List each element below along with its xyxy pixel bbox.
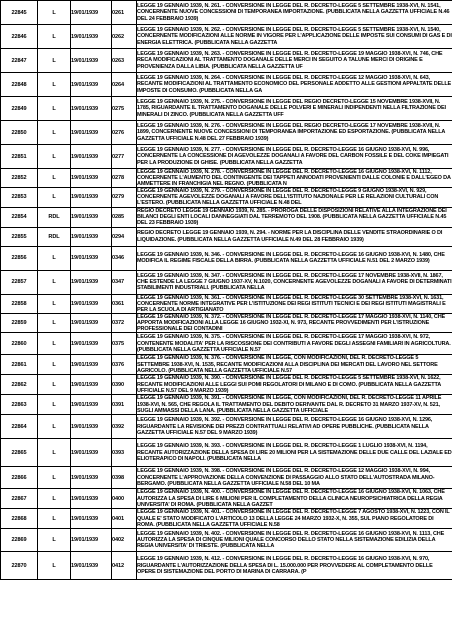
act-text-cell: LEGGE 19 GENNAIO 1939, N. 372. - CONVERSIONE IN LEGGE DEL R. DECRETO-LEGGE 17 MAGGIO 1938-XVI, N. 1140, CHE APPORTA MODIFICAZIONI ALLA LEGGE 16 GIUGNO 1932-XI, N. 973, RECANTE PROVVEDIMENTI PER L'ISTRUZIONE PROFESSIONALE DEI CONTADINI [137, 313, 452, 332]
act-date-cell: 19/01/1939 [71, 529, 112, 552]
table-row [1, 467, 452, 489]
act-type-cell: L [38, 552, 71, 580]
act-type-cell: L [38, 1, 71, 25]
act-date-cell: 19/01/1939 [71, 333, 112, 355]
act-type-cell: L [38, 509, 71, 529]
act-type-cell: L [38, 169, 71, 188]
act-type-cell: L [38, 73, 71, 97]
act-text-cell: LEGGE 19 GENNAIO 1939, N. 276. - CONVERSIONE IN LEGGE DEL REGIO DECRETO-LEGGE 17 NOVEMBRE 1938-XVII, N. 1899, CONCERNENTE NUOVE CONCESSIONI DI TEMPORANEA IMPORTAZIONE ED ESPORTAZIONE. (PUBBLICATA NELLA GAZZETTA UFFICIALE N.48 DEL 27 FEBBRAIO 1939) [137, 121, 452, 145]
act-number-cell: 22855 [1, 227, 38, 246]
act-type-cell: RDL [38, 207, 71, 227]
act-number-cell: 22847 [1, 49, 38, 73]
act-page-cell: 0376 [112, 355, 137, 375]
table-row [1, 415, 452, 439]
act-number-cell: 22854 [1, 207, 38, 227]
act-page-cell: 0398 [112, 467, 137, 489]
table-row [1, 246, 452, 270]
act-date-cell: 19/01/1939 [71, 97, 112, 121]
act-date-cell: 19/01/1939 [71, 439, 112, 467]
act-number-cell: 22848 [1, 73, 38, 97]
act-type-cell: L [38, 145, 71, 169]
act-page-cell: 0285 [112, 207, 137, 227]
act-page-cell: 0412 [112, 552, 137, 580]
act-type-cell: L [38, 467, 71, 489]
act-type-cell: L [38, 97, 71, 121]
act-type-cell: L [38, 489, 71, 509]
act-number-cell: 22850 [1, 121, 38, 145]
act-date-cell: 19/01/1939 [71, 313, 112, 332]
act-type-cell: L [38, 121, 71, 145]
table-row [1, 270, 452, 294]
table-row [1, 169, 452, 188]
act-text-cell: LEGGE 19 GENNAIO 1939, N. 275. - CONVERSIONE IN LEGGE DEL REGIO DECRETO-LEGGE 15 NOVEMBRE 1938-XVII, N. 1785, RIGUARDANTE IL TRATTAMENTO DOGANALE DELLE POLVERI E MINERALI INDIPENDENTI NELLA FILTRAZIONE DEI MINERALI DI ZINCO. (PUBBLICATA NELLA GAZZETTA UFF [137, 97, 452, 121]
act-date-cell: 19/01/1939 [71, 25, 112, 49]
act-page-cell: 0372 [112, 313, 137, 332]
act-type-cell: L [38, 25, 71, 49]
act-text-cell: LEGGE 19 GENNAIO 1939, N. 375. - CONVERSIONE IN LEGGE DEL R. DECRETO-LEGGE 17 MAGGIO 1938-XVI, N. 972, CONTENENTE MODALITA' PER LA RISCOSSIONE DEI CONTRIBUTI A FAVORE DEGLI ASSEGNI FAMILIARI IN AGRICOLTURA. (PUBBLICATA NELLA GAZZETTA UFFICIALE N.57 [137, 334, 451, 353]
table-row [1, 395, 452, 415]
act-page-cell: 0294 [112, 227, 137, 246]
act-page-cell: 0277 [112, 145, 137, 169]
act-date-cell: 19/01/1939 [71, 509, 112, 529]
table-row [1, 552, 452, 580]
act-page-cell: 0346 [112, 246, 137, 270]
act-number-cell: 22860 [1, 333, 38, 355]
act-date-cell: 19/01/1939 [71, 49, 112, 73]
table-row [1, 49, 452, 73]
act-text-cell: LEGGE 19 GENNAIO 1939, N. 402. - CONVERSIONE IN LEGGE DEL R. DECRETO-LEGGE 16 GIUGNO 1938-XVI, N. 1113, CHE AUTORIZZA LA SPESA DI CINQUE MILIONI QUALE CONCORSO DELLO STATO NELLA SISTEMAZIONE EDILIZIA DELLA REGIA UNIVERSITA' DI TRIESTE. (PUBBLICATA NELLA [137, 529, 452, 552]
table-row [1, 1, 452, 25]
act-date-cell: 19/01/1939 [71, 145, 112, 169]
act-type-cell: L [38, 395, 71, 415]
act-type-cell: L [38, 270, 71, 294]
act-number-cell: 22870 [1, 552, 38, 580]
act-page-cell: 0347 [112, 270, 137, 294]
act-date-cell: 19/01/1939 [71, 489, 112, 509]
act-number-cell: 22846 [1, 25, 38, 49]
act-text-cell: LEGGE 19 GENNAIO 1939, N. 346. - CONVERSIONE IN LEGGE DEL R. DECRETO-LEGGE 16 GIUGNO 1938-XVI, N. 1480, CHE MODIFICA IL REGIME FISCALE DELLA BIRRA. (PUBBLICATA NELLA GAZZETTA UFFICIALE N.51 DEL 2 MARZO 1939) [137, 246, 452, 270]
act-text-cell: LEGGE 19 GENNAIO 1939, N. 263. - CONVERSIONE IN LEGGE DEL R. DECRETO-LEGGE 19 MAGGIO 1938-XVI, N. 746, CHE RECA MODIFICAZIONI AL TRATTAMENTO DOGANALE DELLE MERCI IN SEGUITO A TALUNE MERCI DI ORIGINE E PROVENIENZA DALLA LIBIA. (PUBBLICATA NELLA GAZZETTA UF [137, 49, 452, 73]
act-type-cell: L [38, 439, 71, 467]
act-type-cell: L [38, 375, 71, 395]
act-type-cell: L [38, 355, 71, 375]
act-number-cell: 22863 [1, 395, 38, 415]
act-date-cell: 19/01/1939 [71, 552, 112, 580]
act-page-cell: 0401 [112, 509, 137, 529]
act-text-cell: LEGGE 19 GENNAIO 1939, N. 412. - CONVERSIONE IN LEGGE DEL R. DECRETO-LEGGE 16 GIUGNO 1938-XVI, N. 970, RIGUARDANTE L'AUTORIZZAZIONE DELLA SPESA DI L. 15.000.000 PER PROVVEDERE AL COMPLETAMENTO DELLE OPERE DI SISTEMAZIONE DEL PORTO DI MARINA DI CARRARA. (P [137, 552, 452, 580]
act-number-cell: 22869 [1, 529, 38, 552]
act-date-cell: 19/01/1939 [71, 73, 112, 97]
act-number-cell: 22864 [1, 415, 38, 439]
table-row [1, 97, 452, 121]
act-type-cell: L [38, 246, 71, 270]
table-row [1, 207, 452, 227]
act-number-cell: 22868 [1, 509, 38, 529]
act-date-cell: 19/01/1939 [71, 207, 112, 227]
act-number-cell: 22867 [1, 489, 38, 509]
act-page-cell: 0392 [112, 415, 137, 439]
act-date-cell: 19/01/1939 [71, 294, 112, 313]
table-row [1, 73, 452, 97]
act-number-cell: 22857 [1, 270, 38, 294]
act-page-cell: 0276 [112, 121, 137, 145]
act-date-cell: 19/01/1939 [71, 227, 112, 246]
act-number-cell: 22862 [1, 375, 38, 395]
act-date-cell: 19/01/1939 [71, 246, 112, 270]
act-type-cell: RDL [38, 227, 71, 246]
act-page-cell: 0400 [112, 489, 137, 509]
act-text-cell: LEGGE 19 GENNAIO 1939, N. 347. - CONVERSIONE IN LEGGE DEL R. DECRETO-LEGGE 17 NOVEMBRE 1938-XVII, N. 1867, CHE ESTENDE LA LEGGE 7 GIUGNO 1937-XV, N.1020, CONCERNENTE AGEVOLEZZE DOGANALI A FAVORE DI DETERMINATI STABILIMENTI INDUSTRIALI. (PUBBLICATA NELLA [137, 270, 452, 294]
table-row [1, 489, 452, 509]
act-text-cell: LEGGE 19 GENNAIO 1939, N. 393. - CONVERSIONE IN LEGGE DEL R. DECRETO-LEGGE 1 LUGLIO 1938-XVI, N. 1194, RECANTE AUTORIZZAZIONE DELLA SPESA DI LIRE 20 MILIONI PER LA SISTEMAZIONE DELLE DUE CALLE DEL LAZIALE ED ELIOTERAPICO DI NAPOLI. (PUBBLICATA NELLA [137, 439, 452, 467]
act-text-cell: LEGGE 19 GENNAIO 1939, N. 376. - CONVERSIONE IN LEGGE, CON MODIFICAZIONI, DEL R. DECRETO-LEGGE 5 SETTEMBRE 1938-XVI, N. 1535, RECANTE MODIFICAZIONI ALLA DISCIPLINA DEI MERCATI DEL LAVORO NEL SETTORE AGRICOLO. (PUBBLICATA NELLA GAZZETTA UFFICIALE N.57 [137, 355, 452, 375]
act-number-cell: 22853 [1, 188, 38, 207]
act-number-cell: 22866 [1, 467, 38, 489]
act-type-cell: L [38, 529, 71, 552]
act-text-cell: LEGGE 19 GENNAIO 1939, N. 398. - CONVERSIONE IN LEGGE DEL R. DECRETO-LEGGE 12 MAGGIO 1938-XVI, N. 994, CONCERNENTE L'APPROVAZIONE DELLA CONVENZIONE DI PASSAGGIO ALLO STATO DELL'AUTOSTRADA MILANO-BERGAMO. (PUBBLICATA NELLA GAZZETTA UFFICIALE N.58 DEL 10 MA [137, 467, 452, 489]
act-date-cell: 19/01/1939 [71, 270, 112, 294]
register-rows [1, 1, 452, 580]
act-type-cell: L [38, 415, 71, 439]
act-type-cell: L [38, 313, 71, 332]
act-page-cell: 0361 [112, 294, 137, 313]
table-row [1, 355, 452, 375]
act-number-cell: 22858 [1, 294, 38, 313]
act-date-cell: 19/01/1939 [71, 395, 112, 415]
table-row [1, 188, 452, 207]
act-number-cell: 22851 [1, 145, 38, 169]
act-page-cell: 0278 [112, 169, 137, 188]
table-row [1, 375, 452, 395]
act-page-cell: 0264 [112, 73, 137, 97]
table-row [1, 313, 452, 332]
act-date-cell: 19/01/1939 [71, 375, 112, 395]
act-page-cell: 0375 [112, 333, 137, 355]
act-number-cell: 22859 [1, 313, 38, 332]
act-page-cell: 0261 [112, 1, 137, 25]
act-number-cell: 22845 [1, 1, 38, 25]
act-date-cell: 19/01/1939 [71, 169, 112, 188]
act-type-cell: L [38, 49, 71, 73]
act-text-cell: LEGGE 19 GENNAIO 1939, N. 361. - CONVERSIONE IN LEGGE DEL R. DECRETO-LEGGE 30 SETTEMBRE 1938-XVI, N. 1631, CONCERNENTE NORME INTEGRATIVE PER L'ISTITUZIONE DEI REGI ISTITUTI TECNICI E DEI REGI ISTITUTI MAGISTRALI E PER LA SCUOLA DI ARTIGIANATO [137, 294, 452, 313]
act-date-cell: 19/01/1939 [71, 1, 112, 25]
act-date-cell: 19/01/1939 [71, 188, 112, 207]
act-page-cell: 0275 [112, 97, 137, 121]
act-text-cell: LEGGE 19 GENNAIO 1939, N. 390. - CONVERSIONE IN LEGGE DEL R. DECRETO-LEGGE 5 SETTEMBRE 1938-XVI, N. 1622, RECANTE MODIFICAZIONI ALLE LEGGI SUI POMI REGOLATORI DI MILANO E DI COMO. (PUBBLICATA NELLA GAZZETTA UFFICIALE N.57 DEL 9 MARZO 1939) [137, 375, 452, 395]
act-type-cell: L [38, 333, 71, 355]
table-row [1, 25, 452, 49]
act-date-cell: 19/01/1939 [71, 467, 112, 489]
table-row [1, 529, 452, 552]
act-text-cell: LEGGE 19 GENNAIO 1939, N. 261. - CONVERSIONE IN LEGGE DEL R. DECRETO-LEGGE 5 SETTEMBRE 1938-XVI, N. 1541, CONCERNENTE NUOVE CONCESSIONI DI TEMPORANEA IMPORTAZIONE. (PUBBLICATA NELLA GAZZETTA UFFICIALE N.46 DEL 24 FEBBRAIO 1939) [137, 1, 452, 25]
act-text-cell: LEGGE 19 GENNAIO 1939, N. 401. - CONVERSIONE IN LEGGE DEL R. DECRETO-LEGGE 7 AGOSTO 1938-XVI, N. 1223, CON IL QUALE E' STATO MODIFICATO L'ARTICOLO 13 DELLA LEGGE 24 MARZO 1932-X, N. 355, SUL PIANO REGOLATORE DI ROMA. (PUBBLICATA NELLA GAZZETTA UFFICIALE N.58 [137, 509, 452, 529]
table-row [1, 333, 452, 355]
act-text-cell: LEGGE 19 GENNAIO 1939, N. 264. - CONVERSIONE IN LEGGE DEL R. DECRETO-LEGGE 12 MAGGIO 1938-XVI, N. 643, RECANTE MODIFICAZIONI AL TRATTAMENTO ECONOMICO DEL PERSONALE ADDETTO ALLE GESTIONI APPALTATE DELLE IMPOSTE DI CONSUMO. (PUBBLICATA NELLA GA [137, 73, 452, 97]
act-date-cell: 19/01/1939 [71, 121, 112, 145]
act-text-cell: LEGGE 19 GENNAIO 1939, N. 400. - CONVERSIONE IN LEGGE DEL R. DECRETO-LEGGE 16 GIUGNO 1938-XVI, N. 1063, CHE AUTORIZZA LA SPESA DI LIRE 6 MILIONI PER IL COMPLETAMENTO DELLA CLINICA NEUROPSICHIATRICA DELLA REGIA UNIVERSITA' DI ROMA. (PUBBLICATA NELLA GAZZET [137, 489, 452, 509]
act-type-cell: L [38, 294, 71, 313]
act-number-cell: 22849 [1, 97, 38, 121]
act-page-cell: 0263 [112, 49, 137, 73]
table-row [1, 294, 452, 313]
act-number-cell: 22861 [1, 355, 38, 375]
act-page-cell: 0279 [112, 188, 137, 207]
act-text-cell: REGIO DECRETO LEGGE 19 GENNAIO 1939, N. 285. - PROROGA DELLE DISPOSIZIONI RELATIVE ALLA INTEGRAZIONE DEI BILANCI DEGLI ENTI LOCALI DANNEGGIATI DAL TERREMOTO DEL 1908. (PUBBLICATA NELLA GAZZETTA UFFICIALE N.45 DEL 23 FEBBRAIO 1939) [137, 207, 452, 227]
act-text-cell: LEGGE 19 GENNAIO 1939, N. 277. - CONVERSIONE IN LEGGE DEL R. DECRETO-LEGGE 16 GIUGNO 1938-XVI, N. 996, CONCERNENTE LA CONCESSIONE DI AGEVOLEZZE DOGANALI A FAVORE DEL CARBON FOSSILE E DEL COKE IMPIEGATI PER LA PRODUZIONE DI GHISE. (PUBBLICATA NELLA GAZZETTA [137, 145, 452, 169]
act-page-cell: 0390 [112, 375, 137, 395]
act-type-cell: L [38, 188, 71, 207]
act-number-cell: 22865 [1, 439, 38, 467]
table-row [1, 121, 452, 145]
act-text-cell: LEGGE 19 GENNAIO 1939, N. 279. - CONVERSIONE IN LEGGE DEL R. DECRETO-LEGGE 9 GIUGNO 1938-XVI, N. 929, CONCERNENTE AGEVOLEZZE DOGANALI A FAVORE DELL'ISTITUTO NAZIONALE PER LE RELAZIONI CULTURALI CON L'ESTERO. (PUBBLICATA NELLA GAZZETTA UFFICIALE N.48 DEL [137, 188, 452, 207]
act-date-cell: 19/01/1939 [71, 415, 112, 439]
act-page-cell: 0262 [112, 25, 137, 49]
act-text-cell: LEGGE 19 GENNAIO 1939, N. 392. - CONVERSIONE IN LEGGE DEL R. DECRETO-LEGGE 16 GIUGNO 1938-XVI, N. 1296, RIGUARDANTE LA REVISIONE DEI PREZZI CONTRATTUALI RELATIVI AD OPERE PUBBLICHE. (PUBBLICATA NELLA GAZZETTA UFFICIALE N.57 DEL 9 MARZO 1939) [137, 415, 452, 439]
act-text-cell: LEGGE 19 GENNAIO 1939, N. 391. - CONVERSIONE IN LEGGE, CON MODIFICAZIONI, DEL R. DECRETO-LEGGE 11 APRILE 1938-XVI, N. 565, CHE REGOLA IL TRATTAMENTO DEL DEBITO DERIVANTE DAL R. DECRETO 31 MARZO 1937-XV, N. 521, SUGLI AMMASSI DELLA LANA. (PUBBLICATA NELLA GAZZETTA UFFICIALE [137, 395, 452, 415]
act-page-cell: 0393 [112, 439, 137, 467]
act-date-cell: 19/01/1939 [71, 355, 112, 375]
table-row [1, 439, 452, 467]
table-row [1, 227, 452, 246]
act-number-cell: 22852 [1, 169, 38, 188]
act-page-cell: 0402 [112, 529, 137, 552]
act-text-cell: REGIO DECRETO LEGGE 19 GENNAIO 1939, N. 294. - NORME PER LA DISCIPLINA DELLE VENDITE STRAORDINARIE O DI LIQUIDAZIONE. (PUBBLICATA NELLA GAZZETTA UFFICIALE N.49 DEL 28 FEBBRAIO 1939) [137, 227, 452, 246]
table-row [1, 145, 452, 169]
act-text-cell: LEGGE 19 GENNAIO 1939, N. 262. - CONVERSIONE IN LEGGE DEL R. DECRETO-LEGGE 5 SETTEMBRE 1938-XVI, N. 1540, CONCERNENTE MODIFICAZIONI ALLE NORME IN VIGORE PER L'APPLICAZIONE DELLE IMPOSTE SUI CONSUMI DI GAS E DI ENERGIA ELETTRICA. (PUBBLICATA NELLA GAZZETTA [137, 25, 452, 49]
table-row [1, 509, 452, 529]
act-page-cell: 0391 [112, 395, 137, 415]
act-number-cell: 22856 [1, 246, 38, 270]
act-text-cell: LEGGE 19 GENNAIO 1939, N. 278. - CONVERSIONE IN LEGGE DEL R. DECRETO-LEGGE 16 GIUGNO 1938-XVI, N. 1112, CONCERNENTE L'AUMENTO DEL CONTINGENTE DEI TAPPETI ANNODATI PROVENIENTI DALLE COLONIE E DALL'EGEO DA AMMETTERE IN FRANCHIGIA NEL REGNO. (PUBBLICATA N [137, 169, 451, 188]
